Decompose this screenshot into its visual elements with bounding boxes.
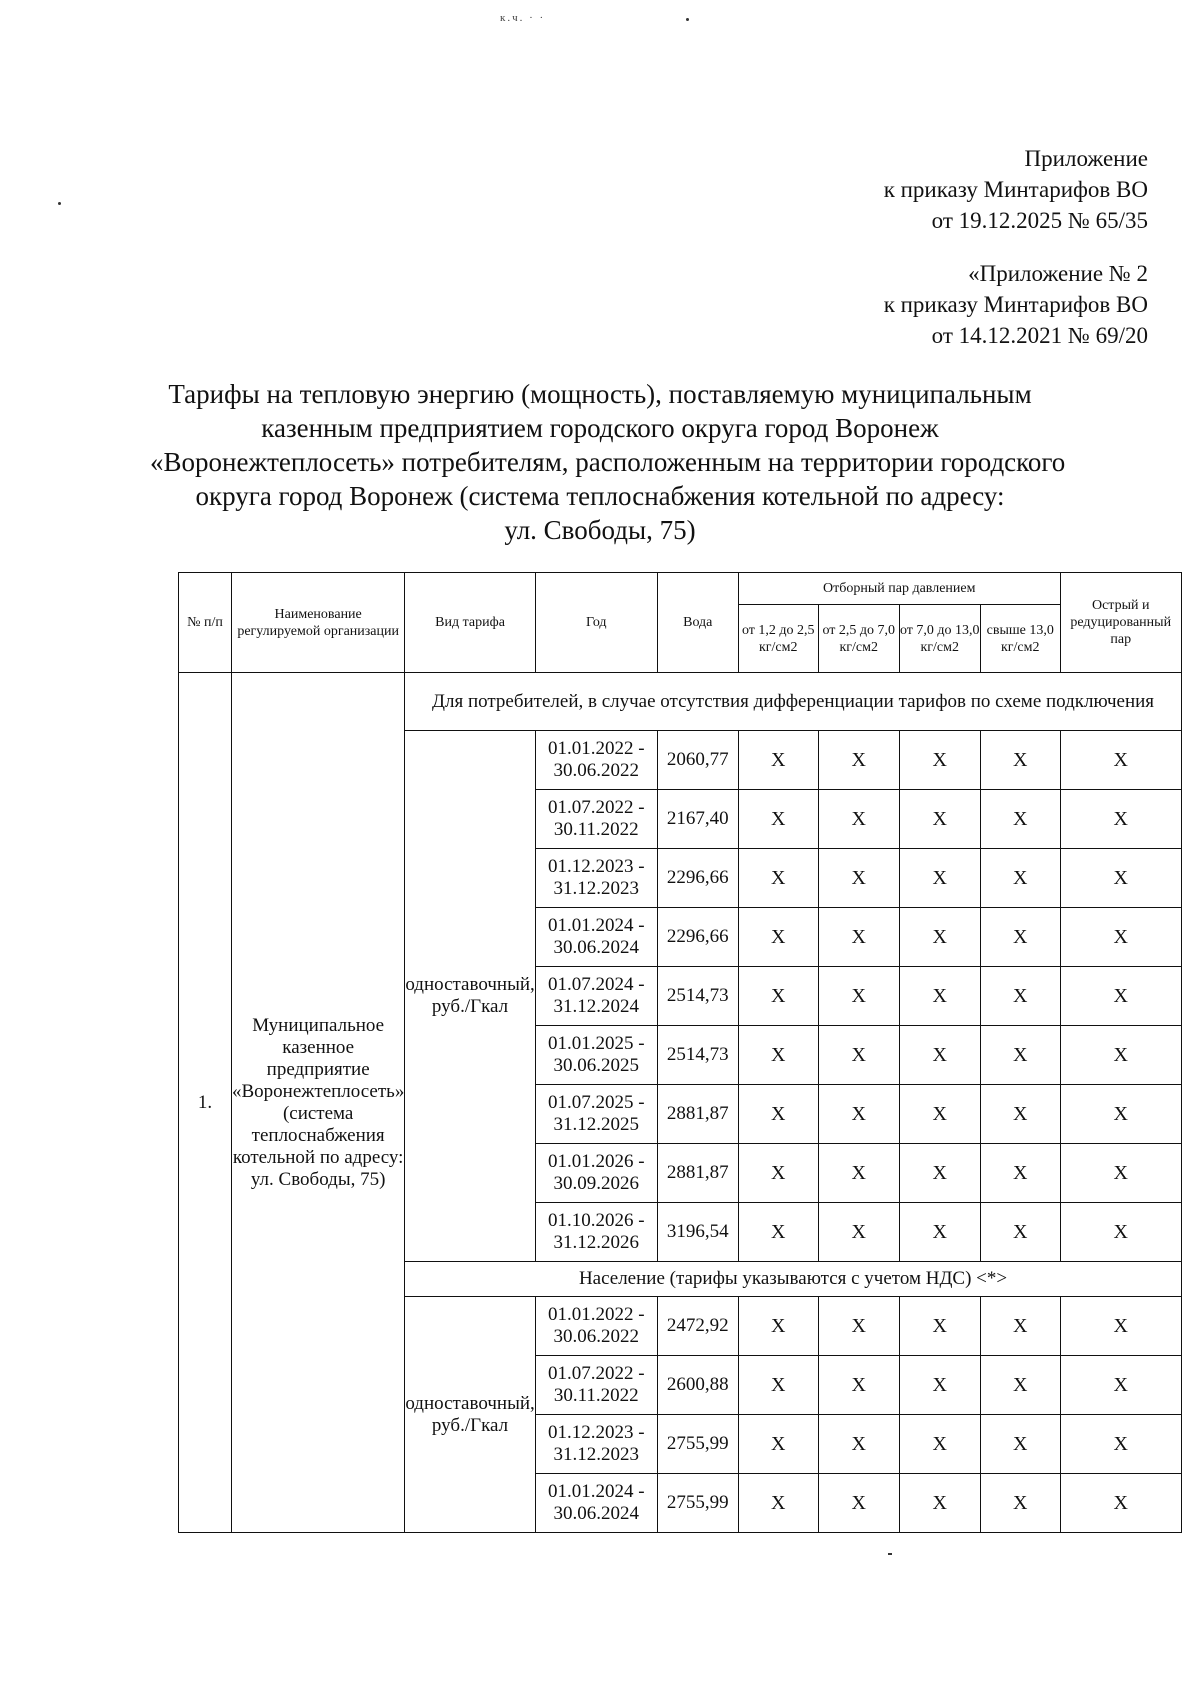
steam-1-cell: X [738,1085,818,1144]
period-cell: 01.01.2024 - 30.06.2024 [535,1474,657,1533]
steam-2-cell: X [818,1026,899,1085]
steam-3-cell: X [899,790,980,849]
steam-1-cell: X [738,1474,818,1533]
steam-1-cell: X [738,1297,818,1356]
title-line: ул. Свободы, 75) [504,515,696,545]
period-cell: 01.01.2024 - 30.06.2024 [535,908,657,967]
steam-2-cell: X [818,1415,899,1474]
sharp-steam-cell: X [1060,1356,1181,1415]
water-cell: 2514,73 [657,967,738,1026]
sharp-steam-cell: X [1060,1474,1181,1533]
steam-4-cell: X [980,967,1060,1026]
period-cell: 01.12.2023 - 31.12.2023 [535,849,657,908]
steam-1-cell: X [738,790,818,849]
header-scan-mark: к.ч. · · [500,12,546,24]
steam-2-cell: X [818,1144,899,1203]
document-title [150,377,1066,547]
header-steam-4: свыше 13,0 кг/см2 [980,605,1060,673]
period-cell: 01.01.2026 - 30.09.2026 [535,1144,657,1203]
steam-1-cell: X [738,967,818,1026]
water-cell: 2296,66 [657,849,738,908]
scan-speck [888,1553,892,1555]
steam-3-cell: X [899,849,980,908]
water-cell: 2514,73 [657,1026,738,1085]
steam-2-cell: X [818,1356,899,1415]
title-line: казенным предприятием городского округа город Воронеж [261,413,939,443]
appendix-original-date-number: от 14.12.2021 № 69/20 [931,323,1148,348]
sharp-steam-cell: X [1060,908,1181,967]
appendix-title: Приложение [1024,146,1148,171]
steam-2-cell: X [818,790,899,849]
period-cell: 01.07.2022 - 30.11.2022 [535,1356,657,1415]
header-sharp-steam: Острый и редуцированный пар [1060,573,1181,673]
steam-1-cell: X [738,1203,818,1262]
period-cell: 01.01.2025 - 30.06.2025 [535,1026,657,1085]
scan-speck [686,18,689,21]
header-water: Вода [657,573,738,673]
steam-2-cell: X [818,1297,899,1356]
section1-tariff-type: одноставочный, руб./Гкал [405,731,535,1262]
period-cell: 01.07.2024 - 31.12.2024 [535,967,657,1026]
steam-1-cell: X [738,731,818,790]
water-cell: 2755,99 [657,1474,738,1533]
period-cell: 01.01.2022 - 30.06.2022 [535,1297,657,1356]
title-line: округа город Воронеж (система теплоснабжения котельной по адресу: [195,481,1005,511]
sharp-steam-cell: X [1060,1415,1181,1474]
sharp-steam-cell: X [1060,731,1181,790]
water-cell: 2296,66 [657,908,738,967]
steam-4-cell: X [980,1026,1060,1085]
steam-2-cell: X [818,1474,899,1533]
steam-2-cell: X [818,1085,899,1144]
header-steam-group: Отборный пар давлением [738,573,1060,605]
period-cell: 01.01.2022 - 30.06.2022 [535,731,657,790]
steam-1-cell: X [738,1415,818,1474]
steam-1-cell: X [738,908,818,967]
steam-3-cell: X [899,1356,980,1415]
steam-3-cell: X [899,1203,980,1262]
steam-3-cell: X [899,1474,980,1533]
header-steam-2: от 2,5 до 7,0 кг/см2 [818,605,899,673]
header-row [179,573,1182,605]
steam-3-cell: X [899,731,980,790]
sharp-steam-cell: X [1060,1297,1181,1356]
section2-title: Население (тарифы указываются с учетом НДС) <*> [405,1262,1181,1297]
appendix-block [884,143,1148,236]
steam-1-cell: X [738,849,818,908]
section2-tariff-type: одноставочный, руб./Гкал [405,1297,535,1533]
sharp-steam-cell: X [1060,1203,1181,1262]
appendix-order: к приказу Минтарифов ВО [883,177,1148,202]
steam-4-cell: X [980,1415,1060,1474]
steam-2-cell: X [818,908,899,967]
period-cell: 01.07.2022 - 30.11.2022 [535,790,657,849]
appendix-original-order: к приказу Минтарифов ВО [883,292,1148,317]
steam-3-cell: X [899,1415,980,1474]
steam-4-cell: X [980,731,1060,790]
steam-2-cell: X [818,849,899,908]
steam-1-cell: X [738,1026,818,1085]
sharp-steam-cell: X [1060,967,1181,1026]
sharp-steam-cell: X [1060,1144,1181,1203]
steam-3-cell: X [899,1144,980,1203]
sharp-steam-cell: X [1060,1026,1181,1085]
title-line: Тарифы на тепловую энергию (мощность), поставляемую муниципальным [168,379,1032,409]
scan-speck [58,202,61,205]
water-cell: 2881,87 [657,1144,738,1203]
steam-1-cell: X [738,1356,818,1415]
steam-4-cell: X [980,1474,1060,1533]
water-cell: 2472,92 [657,1297,738,1356]
title-line: «Воронежтеплосеть» потребителям, расположенным на территории городского [150,447,1066,477]
appendix-original-title: «Приложение № 2 [968,261,1148,286]
steam-4-cell: X [980,1085,1060,1144]
steam-3-cell: X [899,1026,980,1085]
steam-4-cell: X [980,790,1060,849]
steam-4-cell: X [980,1144,1060,1203]
steam-2-cell: X [818,967,899,1026]
header-tariff-type: Вид тарифа [405,573,535,673]
steam-3-cell: X [899,967,980,1026]
appendix-original-block [884,258,1148,351]
sharp-steam-cell: X [1060,1085,1181,1144]
period-cell: 01.12.2023 - 31.12.2023 [535,1415,657,1474]
header-org: Наименование регулируемой организации [232,573,405,673]
steam-4-cell: X [980,1297,1060,1356]
tariffs-table [178,572,1182,1533]
header-year: Год [535,573,657,673]
period-cell: 01.10.2026 - 31.12.2026 [535,1203,657,1262]
steam-4-cell: X [980,1356,1060,1415]
header-steam-1: от 1,2 до 2,5 кг/см2 [738,605,818,673]
steam-4-cell: X [980,849,1060,908]
water-cell: 2755,99 [657,1415,738,1474]
steam-4-cell: X [980,908,1060,967]
header-steam-3: от 7,0 до 13,0 кг/см2 [899,605,980,673]
water-cell: 2600,88 [657,1356,738,1415]
organization-name: Муниципальное казенное предприятие «Воронежтеплосеть» (система теплоснабжения котельной по адресу: ул. Свободы, 75) [232,673,405,1533]
steam-4-cell: X [980,1203,1060,1262]
appendix-date-number: от 19.12.2025 № 65/35 [931,208,1148,233]
steam-2-cell: X [818,1203,899,1262]
water-cell: 2167,40 [657,790,738,849]
water-cell: 3196,54 [657,1203,738,1262]
steam-1-cell: X [738,1144,818,1203]
water-cell: 2881,87 [657,1085,738,1144]
section1-row [179,673,1182,731]
sharp-steam-cell: X [1060,790,1181,849]
water-cell: 2060,77 [657,731,738,790]
steam-2-cell: X [818,731,899,790]
period-cell: 01.07.2025 - 31.12.2025 [535,1085,657,1144]
row-number: 1. [179,673,232,1533]
steam-3-cell: X [899,1085,980,1144]
steam-3-cell: X [899,908,980,967]
section1-title: Для потребителей, в случае отсутствия дифференциации тарифов по схеме подключения [405,673,1181,731]
steam-3-cell: X [899,1297,980,1356]
sharp-steam-cell: X [1060,849,1181,908]
header-num: № п/п [179,573,232,673]
